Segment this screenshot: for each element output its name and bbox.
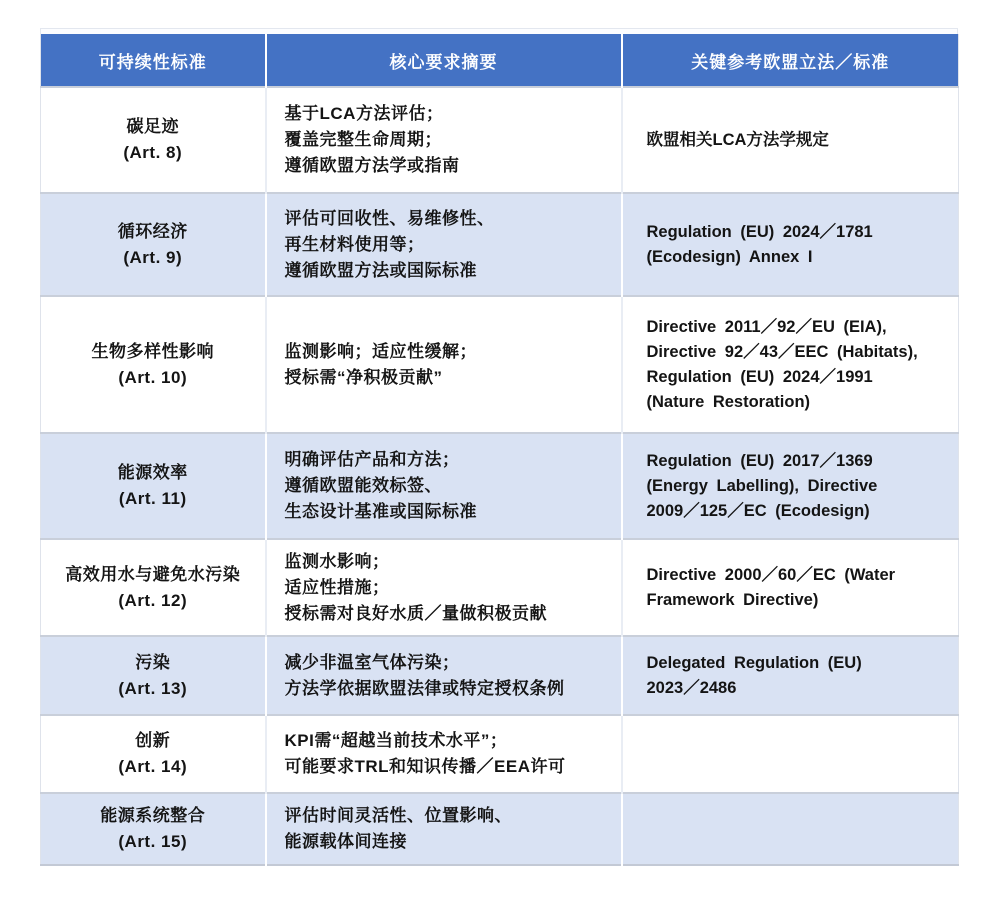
table-row-art13 — [41, 636, 959, 715]
table-row-art10 — [41, 296, 959, 433]
criterion-cell: 生物多样性影响 (Art. 10) — [41, 296, 266, 433]
legislation-cell — [622, 793, 959, 865]
criterion-cell: 高效用水与避免水污染 (Art. 12) — [41, 539, 266, 636]
header-row — [41, 34, 959, 87]
table-row-art12 — [41, 539, 959, 636]
summary-cell: 明确评估产品和方法； 遵循欧盟能效标签、 生态设计基准或国际标准 — [266, 433, 622, 539]
summary-cell: 监测水影响； 适应性措施； 授标需对良好水质／量做积极贡献 — [266, 539, 622, 636]
criterion-cell: 碳足迹 (Art. 8) — [41, 87, 266, 193]
legislation-cell: Directive 2011／92／EU (EIA), Directive 92／43／EEC (Habitats), Regulation (EU) 2024／1991 (Nature Restoration) — [622, 296, 959, 433]
table-row-art8 — [41, 87, 959, 193]
legislation-cell — [622, 715, 959, 793]
criterion-cell: 创新 (Art. 14) — [41, 715, 266, 793]
summary-cell: 评估时间灵活性、位置影响、 能源载体间连接 — [266, 793, 622, 865]
summary-cell: 减少非温室气体污染； 方法学依据欧盟法律或特定授权条例 — [266, 636, 622, 715]
table — [40, 34, 959, 866]
legislation-cell: 欧盟相关LCA方法学规定 — [622, 87, 959, 193]
table-row-art15 — [41, 793, 959, 865]
legislation-cell: Regulation (EU) 2024／1781 (Ecodesign) Annex I — [622, 193, 959, 296]
criterion-cell: 能源系统整合 (Art. 15) — [41, 793, 266, 865]
criterion-cell: 能源效率 (Art. 11) — [41, 433, 266, 539]
legislation-cell: Delegated Regulation (EU) 2023／2486 — [622, 636, 959, 715]
criterion-cell: 循环经济 (Art. 9) — [41, 193, 266, 296]
col-header-legislation: 关键参考欧盟立法／标准 — [622, 34, 959, 87]
col-header-summary: 核心要求摘要 — [266, 34, 622, 87]
legislation-cell: Directive 2000／60／EC (Water Framework Directive) — [622, 539, 959, 636]
summary-cell: 基于LCA方法评估； 覆盖完整生命周期； 遵循欧盟方法学或指南 — [266, 87, 622, 193]
summary-cell: 评估可回收性、易维修性、 再生材料使用等； 遵循欧盟方法或国际标准 — [266, 193, 622, 296]
summary-cell: 监测影响；适应性缓解； 授标需“净积极贡献” — [266, 296, 622, 433]
col-header-criterion: 可持续性标准 — [41, 34, 266, 87]
table-row-art14 — [41, 715, 959, 793]
sustainability-criteria-table — [40, 28, 958, 866]
table-row-art9 — [41, 193, 959, 296]
criterion-cell: 污染 (Art. 13) — [41, 636, 266, 715]
table-row-art11 — [41, 433, 959, 539]
summary-cell: KPI需“超越当前技术水平”； 可能要求TRL和知识传播／EEA许可 — [266, 715, 622, 793]
legislation-cell: Regulation (EU) 2017／1369 (Energy Labelling), Directive 2009／125／EC (Ecodesign) — [622, 433, 959, 539]
